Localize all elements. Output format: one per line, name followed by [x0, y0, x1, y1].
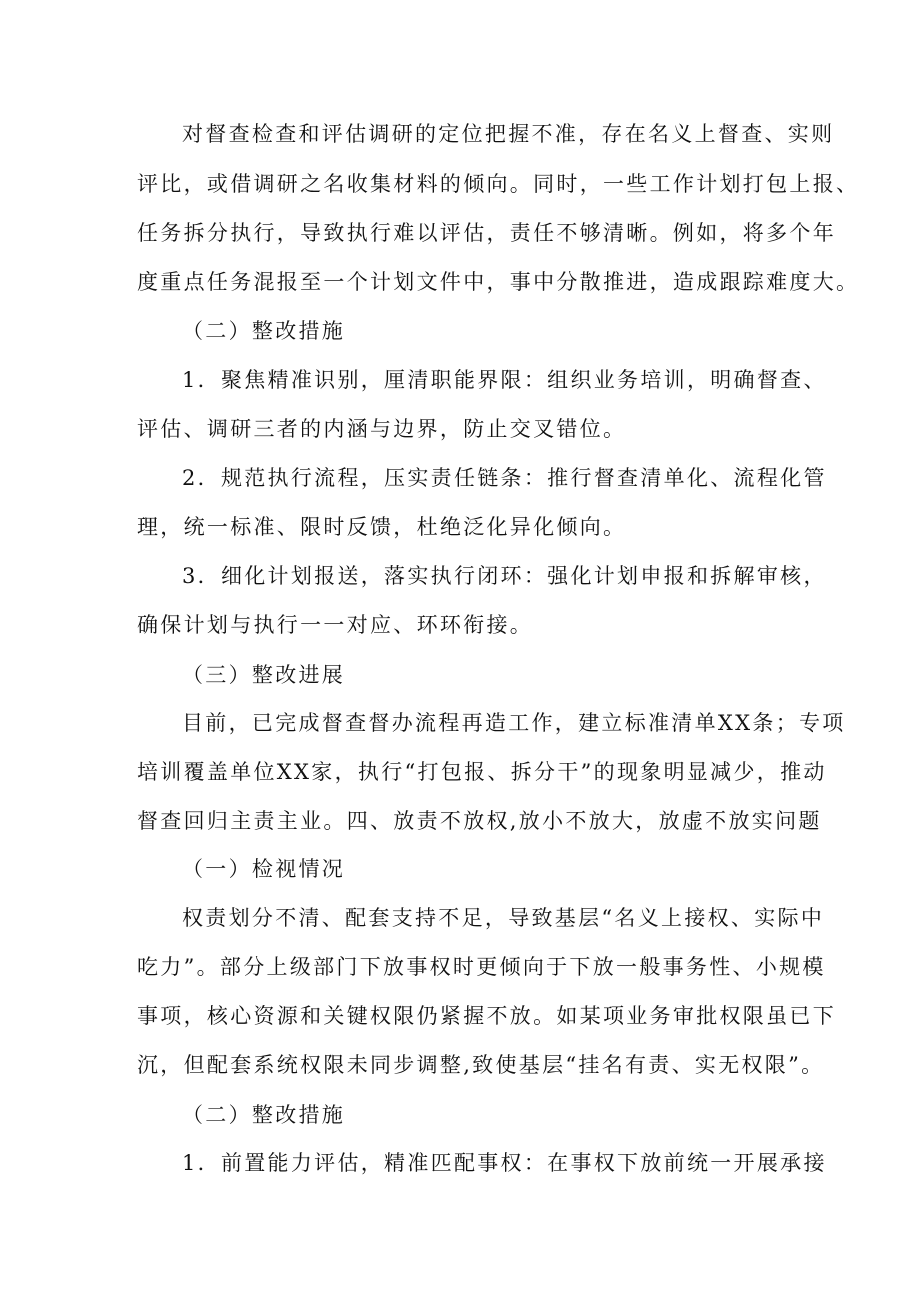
paragraph-line: 任务拆分执行，导致执行难以评估，责任不够清晰。例如，将多个年 [137, 221, 836, 245]
paragraph-line: 确保计划与执行一一对应、环环衔接。 [137, 613, 534, 637]
paragraph-line: 1．聚焦精准识别，厘清职能界限：组织业务培训，明确督查、 [182, 368, 827, 392]
paragraph-line: 度重点任务混报至一个计划文件中，事中分散推进，造成跟踪难度大。 [137, 270, 860, 294]
paragraph-line: 督查回归主责主业。四、放责不放权,放小不放大，放虚不放实问题 [137, 809, 822, 833]
paragraph-line: 2．规范执行流程，压实责任链条：推行督查清单化、流程化管 [182, 466, 827, 490]
paragraph-line: 事项，核心资源和关键权限仍紧握不放。如某项业务审批权限虽已下 [137, 1004, 836, 1028]
paragraph-line: 吃力”。部分上级部门下放事权时更倾向于下放一般事务性、小规模 [137, 955, 826, 979]
section-heading: （一）检视情况 [182, 857, 346, 881]
section-heading: （三）整改进展 [182, 663, 346, 687]
paragraph-line: 评比，或借调研之名收集材料的倾向。同时，一些工作计划打包上报、 [137, 172, 860, 196]
paragraph-line: 权责划分不清、配套支持不足，导致基层“名义上接权、实际中 [182, 906, 825, 930]
paragraph-line: 目前，已完成督查督办流程再造工作，建立标准清单XX条；专项 [182, 711, 846, 735]
section-heading: （二）整改措施 [182, 1103, 346, 1127]
paragraph-line: 1．前置能力评估，精准匹配事权：在事权下放前统一开展承接 [182, 1151, 827, 1175]
paragraph-line: 培训覆盖单位XX家，执行“打包报、拆分干”的现象明显减少，推动 [137, 760, 827, 784]
paragraph-line: 评估、调研三者的内涵与边界，防止交叉错位。 [137, 417, 627, 441]
paragraph-line: 沉，但配套系统权限未同步调整,致使基层“挂名有责、实无权限”。 [137, 1053, 825, 1077]
paragraph-line: 理，统一标准、限时反馈，杜绝泛化异化倾向。 [137, 515, 627, 539]
section-heading: （二）整改措施 [182, 319, 346, 343]
paragraph-line: 3．细化计划报送，落实执行闭环：强化计划申报和拆解审核， [182, 564, 827, 588]
paragraph-line: 对督查检查和评估调研的定位把握不准，存在名义上督查、实则 [182, 122, 835, 146]
